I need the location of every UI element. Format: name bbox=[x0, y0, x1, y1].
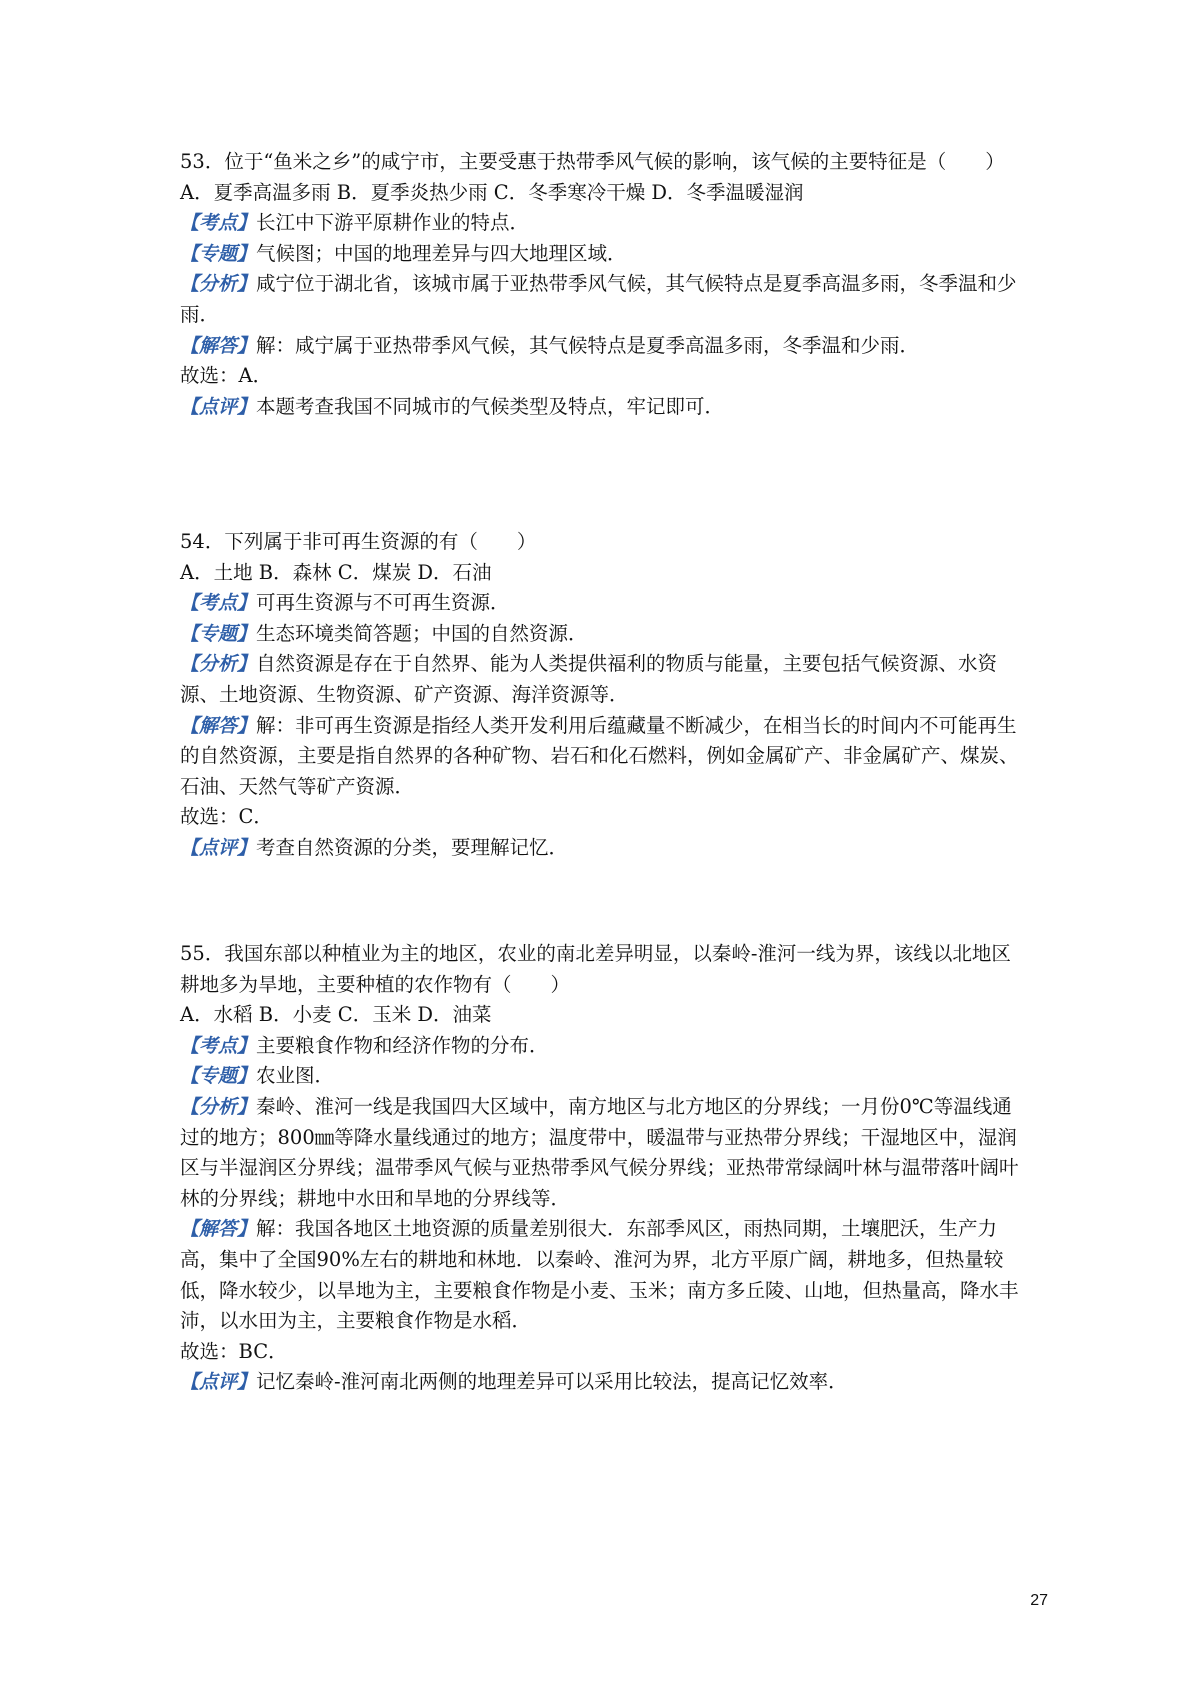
zhuanti-section bbox=[180, 619, 1030, 650]
dianping-text: 本题考查我国不同城市的气候类型及特点，牢记即可． bbox=[256, 394, 725, 418]
question-options: A．水稻 B．小麦 C．玉米 D．油菜 bbox=[180, 1003, 492, 1027]
jieda-text: 解：我国各地区土地资源的质量差别很大．东部季风区，雨热同期，土壤肥沃，生产力高，集中了全国90%左右的耕地和林地．以秦岭、淮河为界，北方平原广阔，耕地多，但热量较低，降水较少，以旱地为主，主要粮食作物是小麦、玉米；南方多丘陵、山地，但热量高，降水丰沛，以水田为主，主要粮食作物是水稻． bbox=[180, 1217, 1019, 1333]
dianping-section bbox=[180, 1367, 1030, 1398]
question-stem: 54．下列属于非可再生资源的有（ ） bbox=[180, 530, 537, 553]
dianping-tag: 【点评】 bbox=[180, 836, 257, 859]
fenxi-text: 自然资源是存在于自然界、能为人类提供福利的物质与能量，主要包括气候资源、水资源、土地资源、生物资源、矿产资源、海洋资源等． bbox=[180, 652, 998, 706]
dianping-text: 记忆秦岭-淮河南北两侧的地理差异可以采用比较法，提高记忆效率． bbox=[256, 1370, 848, 1394]
question-options: A．夏季高温多雨 B．夏季炎热少雨 C．冬季寒冷干燥 D．冬季温暖湿润 bbox=[180, 180, 804, 204]
zhuanti-section bbox=[180, 1061, 1030, 1092]
kaodian-text: 可再生资源与不可再生资源． bbox=[256, 591, 510, 615]
kaodian-text: 长江中下游平原耕作业的特点． bbox=[256, 211, 530, 235]
fenxi-tag: 【分析】 bbox=[180, 653, 257, 676]
dianping-tag: 【点评】 bbox=[180, 395, 257, 418]
answer-choice: 故选：BC． bbox=[180, 1339, 288, 1363]
zhuanti-text: 农业图． bbox=[256, 1064, 335, 1088]
answer-choice: 故选：C． bbox=[180, 805, 273, 829]
jieda-tag: 【解答】 bbox=[180, 334, 257, 357]
kaodian-section bbox=[180, 1031, 1030, 1062]
kaodian-section bbox=[180, 588, 1030, 619]
fenxi-tag: 【分析】 bbox=[180, 1095, 257, 1118]
kaodian-tag: 【考点】 bbox=[180, 1034, 257, 1057]
jieda-section bbox=[180, 711, 1030, 803]
zhuanti-section bbox=[180, 239, 1030, 270]
dianping-section bbox=[180, 392, 1030, 423]
fenxi-text: 咸宁位于湖北省，该城市属于亚热带季风气候，其气候特点是夏季高温多雨，冬季温和少雨． bbox=[180, 272, 1017, 326]
zhuanti-text: 气候图；中国的地理差异与四大地理区域． bbox=[256, 241, 627, 265]
question-options: A．土地 B．森林 C．煤炭 D．石油 bbox=[180, 560, 492, 584]
question-stem: 53．位于“鱼米之乡”的咸宁市，主要受惠于热带季风气候的影响，该气候的主要特征是（ ） bbox=[180, 150, 1005, 173]
zhuanti-tag: 【专题】 bbox=[180, 622, 257, 645]
kaodian-section bbox=[180, 208, 1030, 239]
question-54 bbox=[180, 527, 1030, 864]
zhuanti-tag: 【专题】 bbox=[180, 1065, 257, 1088]
dianping-section bbox=[180, 833, 1030, 864]
jieda-section bbox=[180, 1214, 1030, 1336]
jieda-tag: 【解答】 bbox=[180, 1218, 257, 1241]
question-53 bbox=[180, 147, 1030, 422]
fenxi-section bbox=[180, 649, 1030, 710]
zhuanti-tag: 【专题】 bbox=[180, 242, 257, 265]
dianping-text: 考查自然资源的分类，要理解记忆． bbox=[256, 835, 569, 859]
question-stem: 55．我国东部以种植业为主的地区，农业的南北差异明显，以秦岭-淮河一线为界，该线以北地区耕地多为旱地，主要种植的农作物有（ ） bbox=[180, 942, 1011, 996]
dianping-tag: 【点评】 bbox=[180, 1371, 257, 1394]
page-number: 27 bbox=[1030, 1592, 1048, 1609]
fenxi-section bbox=[180, 1092, 1030, 1214]
fenxi-section bbox=[180, 269, 1030, 330]
kaodian-tag: 【考点】 bbox=[180, 212, 257, 235]
jieda-text: 解：咸宁属于亚热带季风气候，其气候特点是夏季高温多雨，冬季温和少雨． bbox=[256, 333, 920, 357]
zhuanti-text: 生态环境类简答题；中国的自然资源． bbox=[256, 621, 588, 645]
fenxi-text: 秦岭、淮河一线是我国四大区域中，南方地区与北方地区的分界线；一月份0℃等温线通过的地方；800㎜等降水量线通过的地方；温度带中，暖温带与亚热带分界线；干湿地区中，湿润区与半湿润区分界线；温带季风气候与亚热带季风气候分界线；亚热带常绿阔叶林与温带落叶阔叶林的分界线；耕地中水田和旱地的分界线等． bbox=[180, 1094, 1019, 1210]
jieda-text: 解：非可再生资源是指经人类开发利用后蕴藏量不断减少，在相当长的时间内不可能再生的自然资源，主要是指自然界的各种矿物、岩石和化石燃料，例如金属矿产、非金属矿产、煤炭、石油、天然气等矿产资源． bbox=[180, 713, 1019, 798]
question-55 bbox=[180, 939, 1030, 1398]
fenxi-tag: 【分析】 bbox=[180, 273, 257, 296]
jieda-tag: 【解答】 bbox=[180, 714, 257, 737]
answer-choice: 故选：A． bbox=[180, 364, 273, 388]
kaodian-text: 主要粮食作物和经济作物的分布． bbox=[256, 1033, 549, 1057]
kaodian-tag: 【考点】 bbox=[180, 592, 257, 615]
jieda-section bbox=[180, 331, 1030, 362]
